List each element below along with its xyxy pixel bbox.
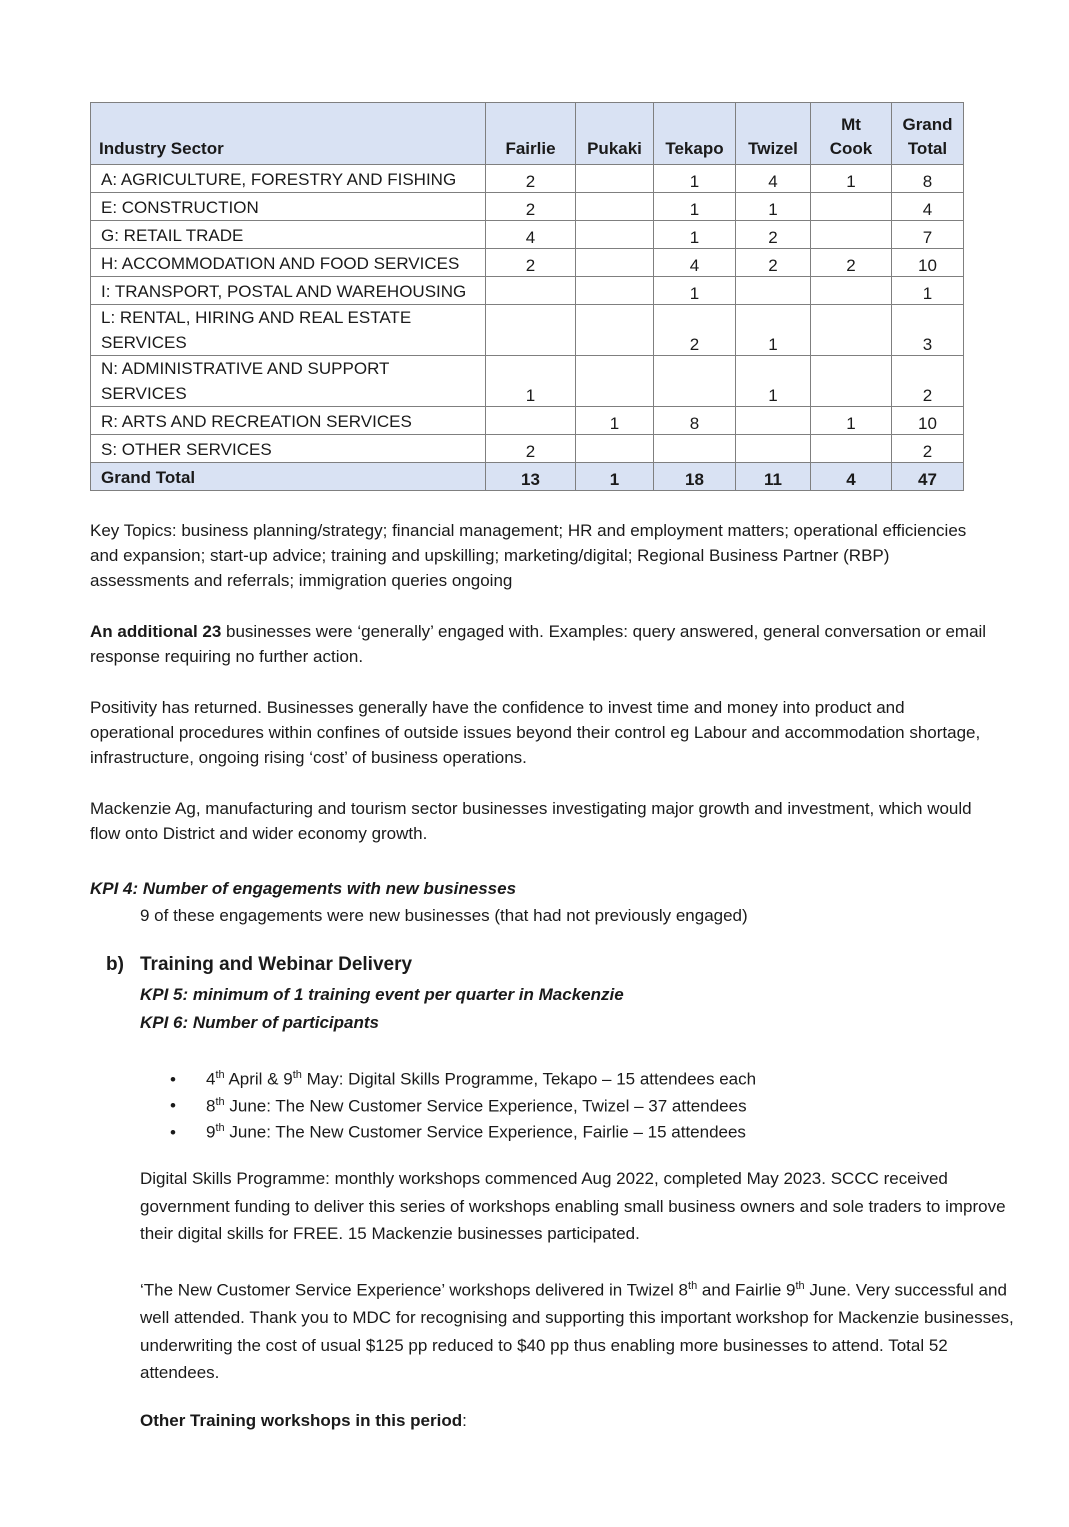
table-row xyxy=(91,221,964,249)
cell-pukaki xyxy=(576,165,654,193)
cell-pukaki xyxy=(576,277,654,305)
table-row xyxy=(91,305,964,356)
cell-twizel: 1 xyxy=(736,356,811,407)
cell-tekapo: 1 xyxy=(654,193,736,221)
cell-pukaki xyxy=(576,249,654,277)
cell-twizel: 11 xyxy=(736,463,811,491)
cell-fairlie: 2 xyxy=(486,249,576,277)
section-b-label: b) xyxy=(106,954,124,975)
header-grand-total: Grand Total xyxy=(892,103,964,165)
table-row xyxy=(91,356,964,407)
bullet-icon: • xyxy=(170,1096,176,1116)
cell-sector: I: TRANSPORT, POSTAL AND WAREHOUSING xyxy=(91,277,486,305)
cell-fairlie: 4 xyxy=(486,221,576,249)
cell-total: 47 xyxy=(892,463,964,491)
cell-total: 10 xyxy=(892,407,964,435)
cell-twizel: 1 xyxy=(736,193,811,221)
cell-sector: E: CONSTRUCTION xyxy=(91,193,486,221)
cell-sector: R: ARTS AND RECREATION SERVICES xyxy=(91,407,486,435)
cell-tekapo: 8 xyxy=(654,407,736,435)
cell-sector: S: OTHER SERVICES xyxy=(91,435,486,463)
cell-mt-cook xyxy=(811,305,892,356)
cell-pukaki: 1 xyxy=(576,407,654,435)
list-item: • 8th June: The New Customer Service Experience, Twizel – 37 attendees xyxy=(170,1089,756,1116)
header-pukaki: Pukaki xyxy=(576,103,654,165)
table-row xyxy=(91,249,964,277)
digital-skills-paragraph: Digital Skills Programme: monthly workshops commenced Aug 2022, completed May 2023. SCCC received government funding to deliver this series of workshops enabling small business owners and sole traders to improve their digital skills for FREE. 15 Mackenzie businesses participated. xyxy=(140,1169,1006,1243)
cell-sector: H: ACCOMMODATION AND FOOD SERVICES xyxy=(91,249,486,277)
cell-fairlie xyxy=(486,305,576,356)
additional-engagements-paragraph xyxy=(90,619,990,669)
cell-total: 4 xyxy=(892,193,964,221)
cell-mt-cook: 2 xyxy=(811,249,892,277)
cell-total: 7 xyxy=(892,221,964,249)
cell-sector: L: RENTAL, HIRING AND REAL ESTATE SERVICES xyxy=(91,305,486,356)
cell-twizel xyxy=(736,407,811,435)
cell-pukaki xyxy=(576,221,654,249)
kpi4-detail: 9 of these engagements were new businesses (that had not previously engaged) xyxy=(140,906,748,925)
cell-fairlie: 2 xyxy=(486,193,576,221)
cell-mt-cook: 1 xyxy=(811,165,892,193)
cell-pukaki xyxy=(576,305,654,356)
cell-tekapo: 4 xyxy=(654,249,736,277)
cell-tekapo: 1 xyxy=(654,221,736,249)
header-mt-cook: Mt Cook xyxy=(811,103,892,165)
cell-pukaki xyxy=(576,356,654,407)
kpi6-heading: KPI 6: Number of participants xyxy=(140,1013,379,1032)
cell-tekapo: 1 xyxy=(654,277,736,305)
header-fairlie: Fairlie xyxy=(486,103,576,165)
cell-tekapo: 18 xyxy=(654,463,736,491)
list-item: • 4th April & 9th May: Digital Skills Programme, Tekapo – 15 attendees each xyxy=(170,1062,756,1089)
table-row xyxy=(91,277,964,305)
additional-bold: An additional 23 xyxy=(90,622,222,641)
cell-mt-cook xyxy=(811,435,892,463)
cell-fairlie: 13 xyxy=(486,463,576,491)
table-header-row xyxy=(91,103,964,165)
table-row xyxy=(91,435,964,463)
cell-tekapo xyxy=(654,435,736,463)
grand-total-row xyxy=(91,463,964,491)
key-topics-paragraph: Key Topics: business planning/strategy; financial management; HR and employment matters; operational efficiencies and expansion; start-up advice; training and upskilling; marketing/digital; Regional Business Partner (RBP) assessments and referrals; immigration queries ongoing xyxy=(90,521,967,590)
header-industry-sector: Industry Sector xyxy=(91,103,486,165)
section-b-heading xyxy=(106,954,412,976)
cell-mt-cook: 1 xyxy=(811,407,892,435)
table-row xyxy=(91,193,964,221)
kpi4-heading: KPI 4: Number of engagements with new businesses xyxy=(90,879,517,898)
bullet-icon: • xyxy=(170,1069,176,1089)
cell-total: 1 xyxy=(892,277,964,305)
section-b-title: Training and Webinar Delivery xyxy=(140,954,413,975)
cell-tekapo xyxy=(654,356,736,407)
training-events-list xyxy=(170,1062,756,1142)
cell-tekapo: 1 xyxy=(654,165,736,193)
cell-sector: Grand Total xyxy=(91,463,486,491)
table-row xyxy=(91,407,964,435)
cell-fairlie: 1 xyxy=(486,356,576,407)
industry-sector-table xyxy=(90,102,964,491)
cell-sector: G: RETAIL TRADE xyxy=(91,221,486,249)
cell-twizel xyxy=(736,435,811,463)
cell-mt-cook: 4 xyxy=(811,463,892,491)
cell-total: 10 xyxy=(892,249,964,277)
additional-rest: businesses were ‘generally’ engaged with. Examples: query answered, general conversation or email response requiring no further action. xyxy=(90,622,987,666)
cell-tekapo: 2 xyxy=(654,305,736,356)
cell-mt-cook xyxy=(811,193,892,221)
cell-total: 8 xyxy=(892,165,964,193)
kpi5-heading: KPI 5: minimum of 1 training event per quarter in Mackenzie xyxy=(140,985,624,1004)
cell-fairlie xyxy=(486,277,576,305)
cell-fairlie: 2 xyxy=(486,165,576,193)
cell-twizel: 2 xyxy=(736,249,811,277)
list-item: • 9th June: The New Customer Service Experience, Fairlie – 15 attendees xyxy=(170,1115,756,1142)
mackenzie-paragraph: Mackenzie Ag, manufacturing and tourism sector businesses investigating major growth and investment, which would flow onto District and wider economy growth. xyxy=(90,799,972,843)
cell-total: 2 xyxy=(892,435,964,463)
cell-mt-cook xyxy=(811,356,892,407)
header-twizel: Twizel xyxy=(736,103,811,165)
cell-pukaki xyxy=(576,435,654,463)
cell-total: 3 xyxy=(892,305,964,356)
cell-fairlie xyxy=(486,407,576,435)
cell-total: 2 xyxy=(892,356,964,407)
other-training-heading: Other Training workshops in this period: xyxy=(140,1411,467,1430)
cell-pukaki: 1 xyxy=(576,463,654,491)
cell-twizel: 1 xyxy=(736,305,811,356)
cell-twizel: 4 xyxy=(736,165,811,193)
cell-twizel: 2 xyxy=(736,221,811,249)
cell-mt-cook xyxy=(811,277,892,305)
header-tekapo: Tekapo xyxy=(654,103,736,165)
bullet-icon: • xyxy=(170,1122,176,1142)
cell-sector: A: AGRICULTURE, FORESTRY AND FISHING xyxy=(91,165,486,193)
cell-fairlie: 2 xyxy=(486,435,576,463)
customer-service-paragraph: ‘The New Customer Service Experience’ workshops delivered in Twizel 8th and Fairlie 9th June. Very successful and well attended. Thank you to MDC for recognising and supporting this important workshop for Mackenzie businesses, underwriting the cost of usual $125 pp reduced to $40 pp thus enabling more businesses to attend. Total 52 attendees. xyxy=(140,1280,1014,1383)
positivity-paragraph: Positivity has returned. Businesses generally have the confidence to invest time and money into product and operational procedures within confines of outside issues beyond their control eg Labour and accommodation shortage, infrastructure, ongoing rising ‘cost’ of business operations. xyxy=(90,698,981,767)
table-row xyxy=(91,165,964,193)
cell-pukaki xyxy=(576,193,654,221)
cell-mt-cook xyxy=(811,221,892,249)
cell-sector: N: ADMINISTRATIVE AND SUPPORT SERVICES xyxy=(91,356,486,407)
cell-twizel xyxy=(736,277,811,305)
